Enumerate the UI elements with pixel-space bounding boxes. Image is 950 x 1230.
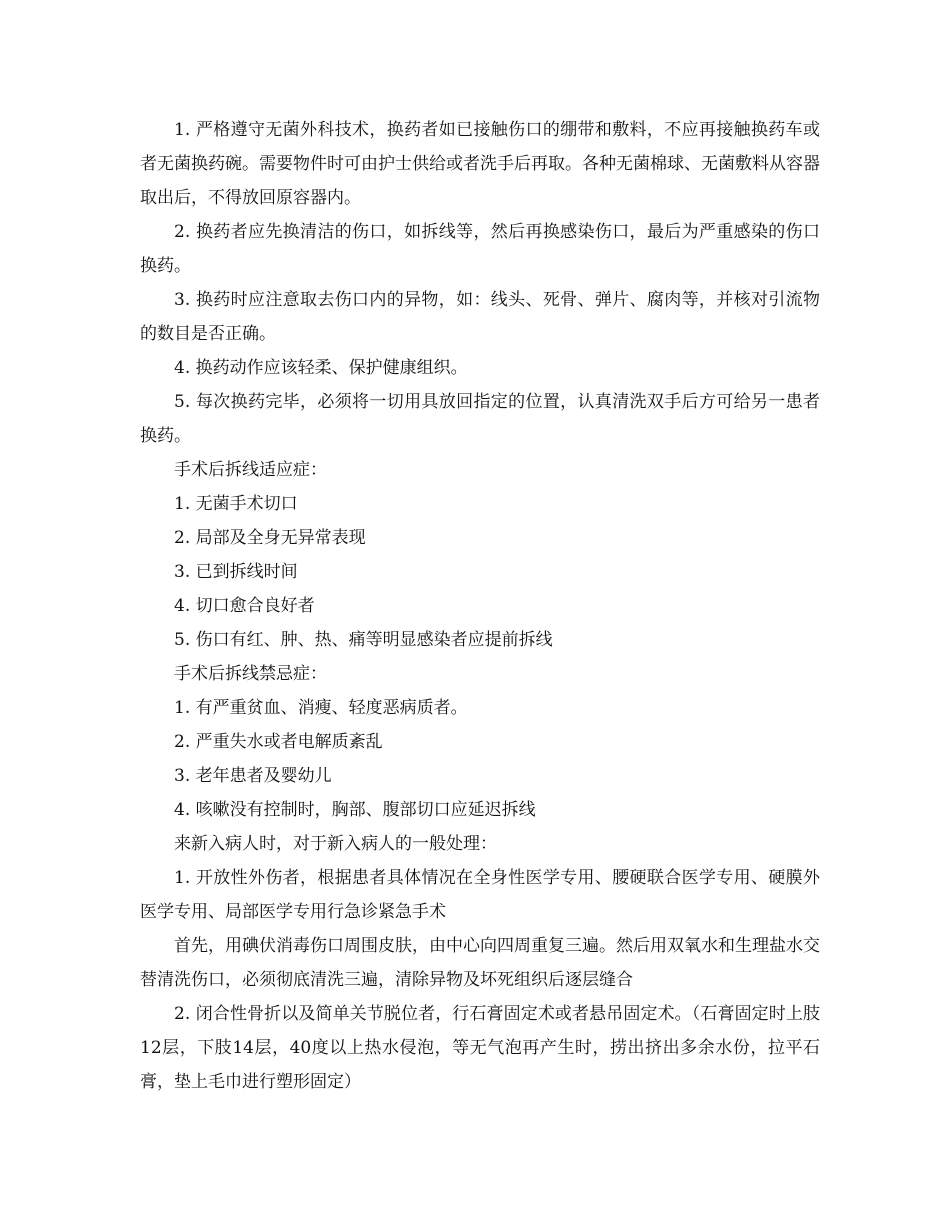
list-item-indication-4: 4. 切口愈合良好者 xyxy=(174,596,315,616)
list-item-contraindication-4: 4. 咳嗽没有控制时，胸部、腹部切口应延迟拆线 xyxy=(174,800,536,820)
list-item-indication-1: 1. 无菌手术切口 xyxy=(174,494,298,514)
heading-new-patient-handling: 来新入病人时，对于新入病人的一般处理： xyxy=(174,834,497,854)
paragraph-closed-fracture: 2. 闭合性骨折以及简单关节脱位者，行石膏固定术或者悬吊固定术。（石膏固定时上肢12层，下肢14层，40度以上热水侵泡，等无气泡再产生时，捞出挤出多余水份，拉平石膏，垫上毛巾进行塑形固定） xyxy=(140,1004,820,1092)
list-item-indication-3: 3. 已到拆线时间 xyxy=(174,562,298,582)
document-body xyxy=(140,113,820,1099)
list-item-contraindication-3: 3. 老年患者及婴幼儿 xyxy=(174,766,332,786)
list-item-indication-2: 2. 局部及全身无异常表现 xyxy=(174,528,366,548)
paragraph-dressing-rule-3: 3. 换药时应注意取去伤口内的异物，如：线头、死骨、弹片、腐肉等，并核对引流物的数目是否正确。 xyxy=(140,290,820,344)
heading-suture-removal-indications: 手术后拆线适应症： xyxy=(174,460,327,480)
paragraph-dressing-rule-2: 2. 换药者应先换清洁的伤口，如拆线等，然后再换感染伤口，最后为严重感染的伤口换药。 xyxy=(140,222,820,276)
list-item-contraindication-1: 1. 有严重贫血、消瘦、轻度恶病质者。 xyxy=(174,698,468,718)
list-item-indication-5: 5. 伤口有红、肿、热、痛等明显感染者应提前拆线 xyxy=(174,630,553,650)
paragraph-dressing-rule-4: 4. 换药动作应该轻柔、保护健康组织。 xyxy=(174,358,468,378)
paragraph-dressing-rule-1: 1. 严格遵守无菌外科技术，换药者如已接触伤口的绷带和敷料，不应再接触换药车或者无菌换药碗。需要物件时可由护士供给或者洗手后再取。各种无菌棉球、无菌敷料从容器取出后，不得放回原容器内。 xyxy=(140,120,820,208)
paragraph-wound-cleaning: 首先，用碘伏消毒伤口周围皮肤，由中心向四周重复三遍。然后用双氧水和生理盐水交替清洗伤口，必须彻底清洗三遍，清除异物及坏死组织后逐层缝合 xyxy=(140,936,820,990)
paragraph-open-trauma: 1. 开放性外伤者，根据患者具体情况在全身性医学专用、腰硬联合医学专用、硬膜外医学专用、局部医学专用行急诊紧急手术 xyxy=(140,868,820,922)
list-item-contraindication-2: 2. 严重失水或者电解质紊乱 xyxy=(174,732,383,752)
paragraph-dressing-rule-5: 5. 每次换药完毕，必须将一切用具放回指定的位置，认真清洗双手后方可给另一患者换药。 xyxy=(140,392,820,446)
heading-suture-removal-contraindications: 手术后拆线禁忌症： xyxy=(174,664,327,684)
